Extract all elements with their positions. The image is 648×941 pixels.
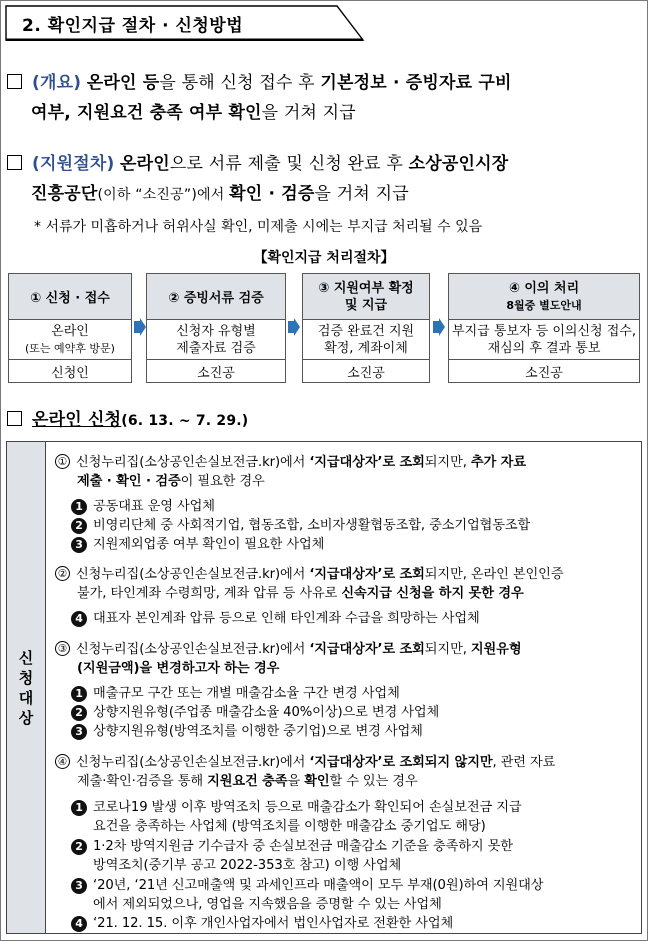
checkbox-square-icon [7,74,22,89]
number-2-icon: 2 [71,518,87,534]
list-item: 2 1·2차 방역지원금 기수급자 중 손실보전금 매출감소 기준을 충족하지 못한 [71,835,513,855]
list-item: 2 상향지원유형(주업종 매출감소율 40%이상)으로 변경 사업체 [71,701,439,721]
list-item-continuation: 에서 제외되었으나, 영업을 지속했음을 증명할 수 있는 사업체 [93,897,442,912]
procedure-note: * 서류가 미흡하거나 허위사실 확인, 미제출 시에는 부지급 처리될 수 있음 [34,219,483,235]
process-title: 【확인지급 처리절차】 [253,250,395,266]
online-heading: 온라인 신청(6. 13. ~ 7. 29.) [7,405,248,430]
process-step-3: ③ 지원여부 확정 및 지급 검증 완료건 지원 확정, 계좌이체 소진공 [302,273,430,383]
number-2-icon: 2 [71,705,87,721]
process-arrow-icon [288,318,300,336]
overview-line-2: 여부, 지원요건 충족 여부 확인을 거쳐 지급 [31,103,356,123]
list-item: 3 지원제외업종 여부 확인이 필요한 사업체 [71,533,324,553]
procedure-line-1: (지원절차) 온라인으로 서류 제출 및 신청 완료 후 소상공인시장 [7,149,508,174]
list-item: 3 ‘20년, ‘21년 신고매출액 및 과세인프라 매출액이 모두 부재(0원)하여 지원대상 [71,874,543,894]
number-3-icon: 3 [71,724,87,740]
process-step-4: ④ 이의 처리 8월중 별도안내 부지급 통보자 등 이의신청 접수, 재심의 후 결과 통보 소진공 [448,273,640,383]
overview-line-1: (개요) 온라인 등을 통해 신청 접수 후 기본정보 · 증빙자료 구비 [7,68,512,93]
number-4-icon: 4 [71,916,87,932]
process-arrow-icon [433,318,445,336]
list-item: 1 매출규모 구간 또는 개별 매출감소율 구간 변경 사업체 [71,682,400,702]
number-1-icon: 1 [71,800,87,816]
case-1-line-1: ① 신청누리집(소상공인손실보전금.kr)에서 ‘지급대상자’로 조회되지만, 추가 자료 [55,451,526,470]
list-item: 4 ‘21. 12. 15. 이후 개인사업자에서 법인사업자로 전환한 사업체 [71,912,453,932]
list-item: 2 비영리단체 중 사회적기업, 협동조합, 소비자생활협동조합, 중소기업협동조합 [71,514,530,534]
section-title: 2. 확인지급 절차 · 신청방법 [22,16,244,36]
case-4-line-1: ④ 신청누리집(소상공인손실보전금.kr)에서 ‘지급대상자’로 조회되지 않지만, 관련 자료 [55,751,555,770]
process-arrow-icon [134,318,146,336]
list-item-continuation: 방역조치(중기부 공고 2022-353호 참고) 이행 사업체 [93,858,402,873]
list-item-continuation: 요건을 충족하는 사업체 (방역조치를 이행한 매출감소 중기업도 해당) [93,819,486,834]
number-3-icon: 3 [71,878,87,894]
list-item: 1 공동대표 운영 사업체 [71,495,215,515]
case-3-line-2: (지원금액)을 변경하고자 하는 경우 [77,661,280,676]
list-item: 1 코로나19 발생 이후 방역조치 등으로 매출감소가 확인되어 손실보전금 지급 [71,796,522,816]
checkbox-square-icon [7,411,22,426]
case-3-line-1: ③ 신청누리집(소상공인손실보전금.kr)에서 ‘지급대상자’로 조회되지만, 지원유형 [55,638,521,657]
number-1-icon: 1 [71,499,87,515]
process-step-1: ① 신청 · 접수 온라인 (또는 예약후 방문) 신청인 [8,273,132,383]
case-2-line-1: ② 신청누리집(소상공인손실보전금.kr)에서 ‘지급대상자’로 조회되지만, 온라인 본인인증 [55,563,563,582]
list-item: 4 대표자 본인계좌 압류 등으로 인해 타인계좌 수급을 희망하는 사업체 [71,607,480,627]
number-4-icon: 4 [71,611,87,627]
process-step-2: ② 증빙서류 검증 신청자 유형별 제출자료 검증 소진공 [146,273,286,383]
number-3-icon: 3 [71,537,87,553]
procedure-line-2: 진흥공단(이하 “소진공”)에서 확인 · 검증을 거쳐 지급 [31,184,409,204]
list-item: 3 상향지원유형(방역조치를 이행한 중기업)으로 변경 사업체 [71,720,423,740]
number-2-icon: 2 [71,839,87,855]
number-1-icon: 1 [71,686,87,702]
vertical-label: 신 청 대 상 [18,648,34,727]
case-1-line-2: 제출 · 확인 · 검증이 필요한 경우 [77,474,265,489]
case-4-line-2: 제출·확인·검증을 통해 지원요건 충족을 확인할 수 있는 경우 [77,774,418,789]
checkbox-square-icon [7,155,22,170]
case-2-line-2: 불가, 타인계좌 수령희망, 계좌 압류 등 사유로 신속지급 신청을 하지 못한 경우 [77,586,524,601]
